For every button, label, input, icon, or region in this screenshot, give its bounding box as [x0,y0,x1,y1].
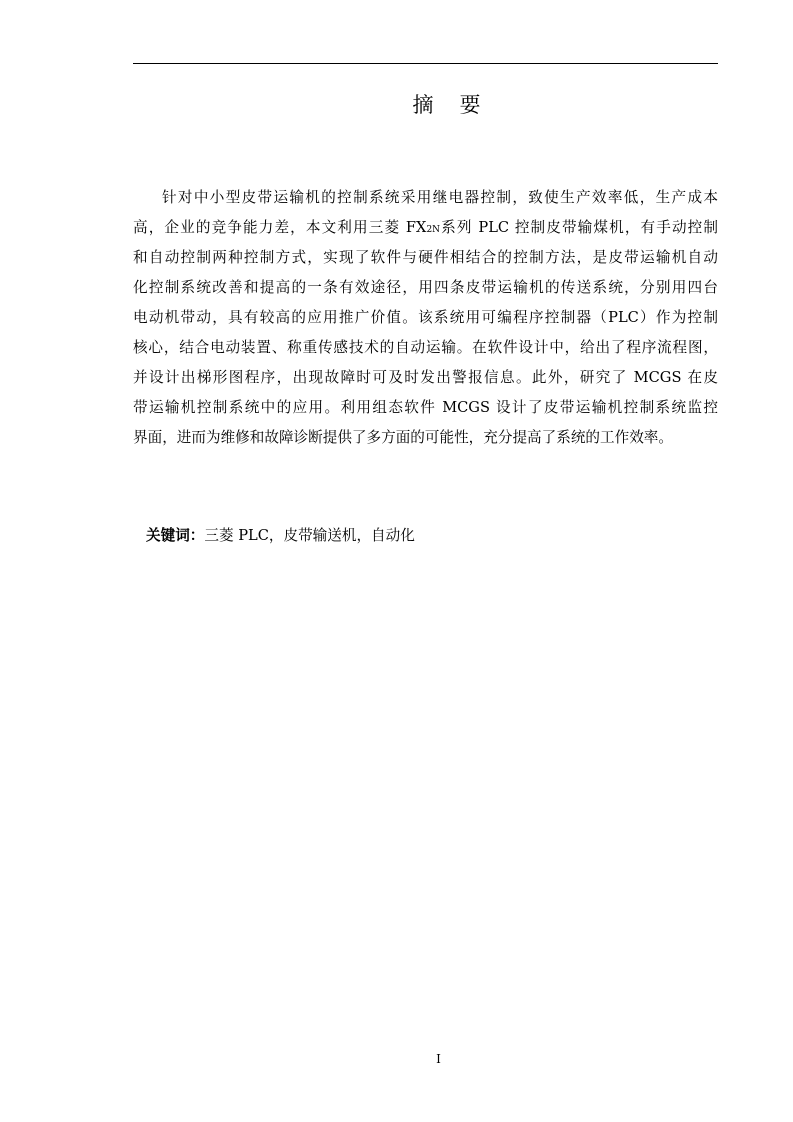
abstract-line [133,213,718,243]
header-rule [133,63,718,64]
keywords [146,521,415,551]
abstract-line: 和自动控制两种控制方式，实现了软件与硬件相结合的控制方法，是皮带运输机自动 [133,249,718,266]
page-number: I [436,1052,441,1066]
abstract-text-fragment: 系列 PLC 控制皮带输煤机，有手动控制 [440,219,718,236]
abstract-text-fragment: 高，企业的竞争能力差，本文利用三菱 FX [133,219,427,236]
page-title [0,90,793,120]
subscript-2n: 2N [426,225,441,235]
title-char-2: 要 [459,93,481,117]
abstract-line: 化控制系统改善和提高的一条有效途径，用四条皮带运输机的传送系统，分别用四台 [133,279,718,296]
abstract-line: 带运输机控制系统中的应用。利用组态软件 MCGS 设计了皮带运输机控制系统监控 [133,399,718,416]
abstract-line: 核心，结合电动装置、称重传感技术的自动运输。在软件设计中，给出了程序流程图， [133,339,718,356]
abstract-line: 并设计出梯形图程序，出现故障时可及时发出警报信息。此外，研究了 MCGS 在皮 [133,369,718,386]
abstract-body [133,183,718,453]
abstract-line: 界面，进而为维修和故障诊断提供了多方面的可能性，充分提高了系统的工作效率。 [133,429,673,446]
abstract-line: 针对中小型皮带运输机的控制系统采用继电器控制，致使生产效率低，生产成本 [162,189,718,206]
keywords-label: 关键词： [146,527,205,544]
title-char-1: 摘 [412,93,434,117]
abstract-line: 电动机带动，具有较高的应用推广价值。该系统用可编程序控制器（PLC）作为控制 [133,309,718,326]
keywords-text: 三菱 PLC，皮带输送机，自动化 [204,527,415,544]
